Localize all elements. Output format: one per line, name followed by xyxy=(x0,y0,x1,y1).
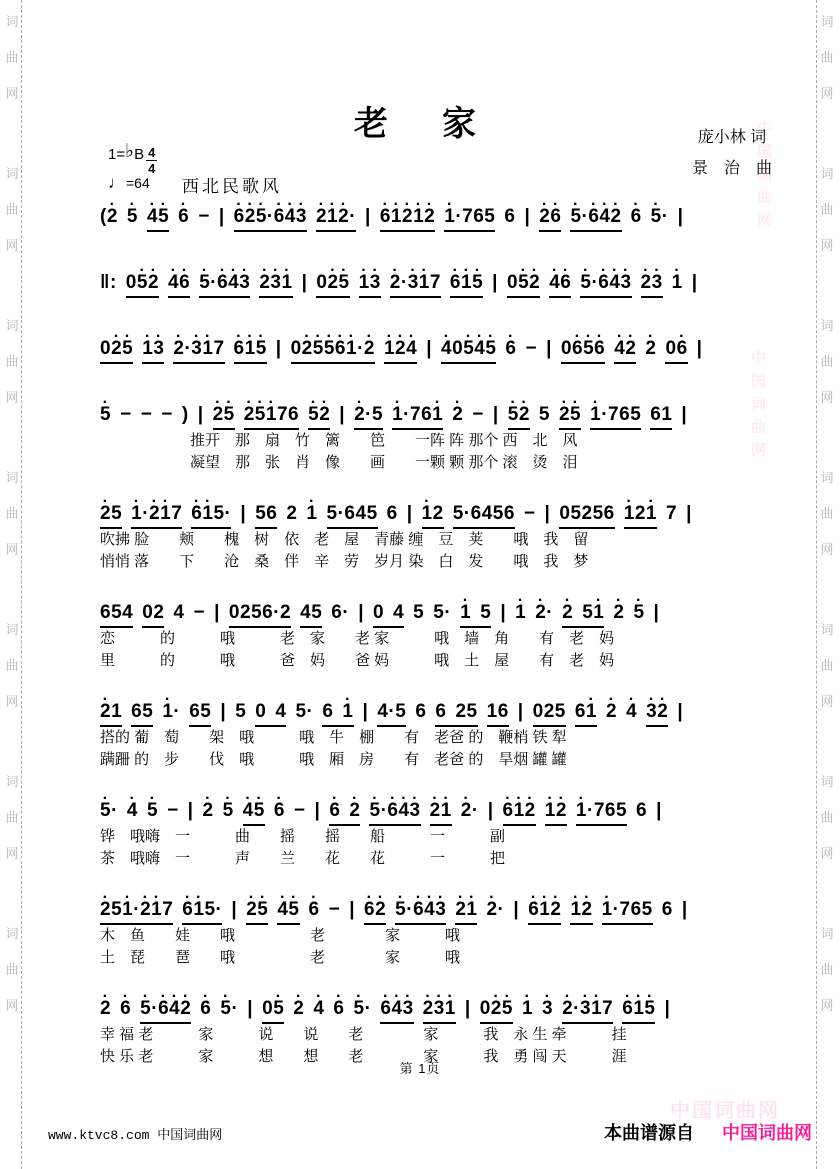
tempo-value: =64 xyxy=(126,175,150,191)
lyric-line: 里 的 哦 爸 妈 爸 妈 哦 土 屋 有 老 妈 xyxy=(100,652,615,669)
system-1 xyxy=(100,196,776,232)
watermark-text: 词 曲 网 xyxy=(5,470,19,557)
style-marking: 西北民歌风 xyxy=(182,177,282,196)
beam-group: 5 ··6 ·4 ·3 · xyxy=(199,271,250,298)
lyric-line: 推开 那 扇 竹 篱 笆 一阵 阵 那个 西 北 风 xyxy=(100,432,578,449)
beam-group: 4 ·5 · xyxy=(243,799,265,826)
source-attribution xyxy=(604,1119,812,1145)
beam-group: 2 ·51 ··2 ·1 ·7 xyxy=(100,898,173,925)
beam-group: 1 · 5 xyxy=(460,601,491,628)
beam-group: 1 ·2 · xyxy=(545,799,567,826)
beam-group: 2 ·3 · xyxy=(641,271,663,298)
beam-group: 5 ··6 ·4 ·3 · xyxy=(369,799,420,826)
beam-group: 4 ·5 · xyxy=(147,205,169,232)
beam-group: 0 4 xyxy=(255,700,286,727)
beam-group: 4 ·5 · xyxy=(277,898,299,925)
beam-group: 6 ·4 ·3 · xyxy=(380,997,413,1024)
beam-group: 4 ·05 ·4 ·5 · xyxy=(441,337,496,364)
watermark-text: 词 曲 网 xyxy=(820,318,834,405)
system-10 xyxy=(100,988,776,1068)
system-6 xyxy=(100,592,776,672)
notation-line: 5 · − − − ) | 2 ·5 · 2 ·5 ·1 ·76 5 ·2 · | 2 ··5 1 ··761 · 2 · − | 5 ·2 · 5 2 ·5 · 1 ··765 61 | xyxy=(100,394,776,430)
beam-group: 1 ·21 · xyxy=(624,502,657,529)
beam-group: 1 ··765 xyxy=(590,403,641,430)
notation-line: 2 ·1 65 1 ·· 65 | 5 0 4 5· 6 1 · | 4·5 6 6 25 16 | 025 61 · 2 · 4 · 3 ·2 · | xyxy=(100,691,776,727)
beam-group: 1 ··765 xyxy=(444,205,495,232)
key-tempo-block xyxy=(108,140,282,196)
right-watermark-column xyxy=(819,4,835,1068)
left-dashed-rule xyxy=(21,0,22,1169)
beam-group: 5 ··6 ·4 ·2 · xyxy=(570,205,621,232)
key-signature xyxy=(108,140,157,176)
watermark-text: 词 曲 网 xyxy=(820,166,834,253)
page-number: 第 1页 xyxy=(399,1061,441,1076)
beam-group: 1 ··765 xyxy=(576,799,627,826)
beam-group: 6 ·1 ·2 ·1 ·2 · xyxy=(380,205,435,232)
beam-group: 5 ··6 ·4 ·3 · xyxy=(395,898,446,925)
credits-block xyxy=(692,122,772,184)
beam-group: 2 ·1 · xyxy=(430,799,452,826)
lyric-line: 吹拂 脸 颊 槐 树 依 老 屋 青藤 缠 豆 荚 哦 我 留 xyxy=(100,531,589,548)
beam-group: 6 ·1 ·5· xyxy=(182,898,222,925)
lyric-line: 木 鱼 娃 哦 老 家 哦 xyxy=(100,927,461,944)
watermark-text: 词 曲 网 xyxy=(820,926,834,1013)
notation-line: (2 · 5 · 4 ·5 · 6 · − | 6 ·2 ·5 ··6 ·4 ·3 · 2 ·1 ·2 ·· | 6 ·1 ·2 ·1 ·2 · 1 ··765 6 | 2 ·6 · 5 ··6 ·4 ·2 · 6 · 5 ·· | xyxy=(100,196,776,232)
beam-group: 2 ·5 · xyxy=(246,898,268,925)
watermark-text: 词 曲 网 xyxy=(820,470,834,557)
beam-group: 6 25 xyxy=(435,700,477,727)
key-letter: B xyxy=(134,146,145,163)
watermark-text: 词 曲 网 xyxy=(5,318,19,405)
beam-group: 6 ·2 ·5 ··6 ·4 ·3 · xyxy=(234,205,307,232)
beam-group: 1 ·2 xyxy=(422,502,444,529)
watermark-text: 词 曲 网 xyxy=(5,166,19,253)
beam-group: 1 ·3 · xyxy=(142,337,164,364)
beam-group: 6 ·1 ·5 · xyxy=(234,337,267,364)
beam-group: 2 ·5 xyxy=(100,502,122,529)
lyricist-credit: 庞小林 词 xyxy=(697,129,767,146)
notation-line: 654 02 4 − | 0256·2 45 6· | 0 4 5 5· 1 · 5 | 1 · 2 ·· 2 · 51 · 2 · 5 · | xyxy=(100,592,776,628)
beam-group: 1 ··761 · xyxy=(392,403,443,430)
system-4 xyxy=(100,394,776,474)
flat-sign-icon: ♭ xyxy=(125,140,135,162)
beam-group: 2 ··3 ·1 ·7 xyxy=(390,271,441,298)
beam-group: 2 ·1 ·2 ·· xyxy=(316,205,356,232)
lyric-line: 铧 哦嗨 一 曲 摇 摇 船 一 副 xyxy=(100,828,506,845)
beam-group: 06 · xyxy=(665,337,687,364)
beam-group: 0 4 xyxy=(373,601,404,628)
lyric-line: 搭的 葡 萄 架 哦 哦 牛 棚 有 老爸 的 鞭梢 铁 犁 xyxy=(100,729,567,746)
beam-group: 6 ·1 ·5 · xyxy=(450,271,483,298)
beam-group: 45 xyxy=(300,601,322,628)
left-watermark-column xyxy=(4,4,20,1068)
beam-group: 61 · xyxy=(575,700,597,727)
beam-group: 2 ·5 · xyxy=(213,403,235,430)
lyric-line: 茶 哦嗨 一 声 兰 花 花 一 把 xyxy=(100,850,506,867)
quarter-note-icon: ♩ xyxy=(108,173,125,192)
beam-group: 2 ··3 ·1 ·7 xyxy=(562,997,613,1024)
beam-group: 6 ·1 ·2 · xyxy=(503,799,536,826)
right-dashed-rule xyxy=(816,0,817,1169)
lyric-line: 幸 福 老 家 说 说 老 家 我 永 生 牵 挂 xyxy=(100,1026,627,1043)
meter-denominator: 4 xyxy=(148,161,156,176)
pink-watermark: 中国词曲网 xyxy=(755,120,772,235)
beam-group: 05256 xyxy=(559,502,614,529)
beam-group: 2 ·5 ·1 ·76 xyxy=(244,403,299,430)
beam-group: 2 ·5 · xyxy=(559,403,581,430)
watermark-text: 词 曲 网 xyxy=(820,622,834,709)
lyric-line: 蹒跚 的 步 伐 哦 哦 厢 房 有 老爸 的 旱烟 罐 罐 xyxy=(100,751,567,768)
notation-line: 5 ·· 4 · 5 · − | 2 · 5 · 4 ·5 · 6 · − | 6 · 2 · 5 ··6 ·4 ·3 · 2 ·1 · 2 ·· | 6 ·1 ·2 · 1 ·2 · 1 ··765 6 | xyxy=(100,790,776,826)
notation-line: 2 ·51 ··2 ·1 ·7 6 ·1 ·5· | 2 ·5 · 4 ·5 · 6 · − | 6 ·2 · 5 ··6 ·4 ·3 · 2 ·1 · 2 ·· | 6 ·1 ·2 · 1 ·2 · 1 ··765 6 | xyxy=(100,889,776,925)
tempo-marking xyxy=(108,172,157,194)
beam-group: 025 xyxy=(533,700,566,727)
pink-watermark: 中国词曲网 xyxy=(749,350,766,465)
score xyxy=(100,196,776,1087)
beam-group: 65 xyxy=(131,700,153,727)
lyric-line: 悄悄 落 下 沧 桑 伴 辛 劳 岁月 染 白 发 哦 我 梦 xyxy=(100,553,589,570)
beam-group: 3 ·2 · xyxy=(646,700,668,727)
beam-group: 6 ·1 ·2 · xyxy=(528,898,561,925)
watermark-text: 词 曲 网 xyxy=(5,926,19,1013)
beam-group: 6 1 · xyxy=(322,700,353,727)
beam-group: 5·645 xyxy=(327,502,378,529)
system-9 xyxy=(100,889,776,969)
source-site-link[interactable]: 中国词曲网 xyxy=(722,1123,812,1143)
beam-group: 05 · xyxy=(262,997,284,1024)
beam-group: 5 ··6 ·4 ·2 · xyxy=(140,997,191,1024)
beam-group: 1 ·3 · xyxy=(359,271,381,298)
notation-line: 02 ·5 · 1 ·3 · 2 ··3 ·1 ·7 6 ·1 ·5 · | 02 ·5 ·5 ·6 ·1 ··2 · 1 ·2 ·4 · | 4 ·05 ·4 ·5 · 6 · − | 06 ·5 ·6 · 4 ·2 · 2 · 06 · | xyxy=(100,328,776,364)
lyric-line: 凝望 那 张 肖 像 画 一颗 颗 那个 滚 烫 泪 xyxy=(100,454,578,471)
lyric-line: 土 琵 琶 哦 老 家 哦 xyxy=(100,949,461,966)
lyric-line: 恋 的 哦 老 家 老 家 哦 墙 角 有 老 妈 xyxy=(100,630,615,647)
beam-group: 02 xyxy=(142,601,164,628)
beam-group: 2 ·1 · xyxy=(455,898,477,925)
beam-group: 0256·2 xyxy=(229,601,291,628)
beam-group: 4·5 xyxy=(377,700,406,727)
beam-group: 6 ·2 · xyxy=(364,898,386,925)
system-2 xyxy=(100,262,776,298)
beam-group: 05 ·2 · xyxy=(126,271,159,298)
beam-group: 2 ·3 ·1 · xyxy=(423,997,456,1024)
beam-group: 5 ·2 · xyxy=(308,403,330,430)
beam-group: 2 ·1 xyxy=(100,700,122,727)
meter-numerator: 4 xyxy=(148,145,156,160)
beam-group: 5 ·2 · xyxy=(508,403,530,430)
system-8 xyxy=(100,790,776,870)
beam-group: 6 ·1 ·5 · xyxy=(622,997,655,1024)
system-3 xyxy=(100,328,776,364)
beam-group: 4 ·6 · xyxy=(549,271,571,298)
beam-group: 61 xyxy=(650,403,672,430)
beam-group: 06 ·5 ·6 · xyxy=(561,337,605,364)
composer-credit: 景 治 曲 xyxy=(691,160,772,177)
notation-line: 2 ·5 1 ··2 ·1 ·7 6 ·1 ·5· | 56 2 1 · 5·645 6 | 1 ·2 5·6456 − | 05256 1 ·21 · 7 | xyxy=(100,493,776,529)
watermark-text: 词 曲 网 xyxy=(820,14,834,101)
beam-group: 2 ·6 · xyxy=(539,205,561,232)
beam-group: 56 xyxy=(255,502,277,529)
beam-group: 2 ··5 xyxy=(354,403,383,430)
beam-group: 16 xyxy=(487,700,509,727)
beam-group: 4 ·6 · xyxy=(168,271,190,298)
beam-group: 654 xyxy=(100,601,133,628)
lyric-line: 快 乐 老 家 想 想 老 家 我 勇 闯 天 涯 xyxy=(100,1048,627,1065)
beam-group: 02 ·5 ·5 ·6 ·1 ··2 · xyxy=(291,337,375,364)
notation-line: 2 · 6 · 5 ··6 ·4 ·2 · 6 · 5 ·· | 05 · 2 · 4 · 6 · 5 ·· 6 ·4 ·3 · 2 ·3 ·1 · | 02 ·5 · 1 · 3 · 2 ··3 ·1 ·7 6 ·1 ·5 · | xyxy=(100,988,776,1024)
beam-group: 02 ·5 · xyxy=(316,271,349,298)
pink-watermark: 中国词曲网 xyxy=(670,1100,780,1122)
source-label: 本曲谱源自 xyxy=(604,1123,694,1143)
beam-group: 5 ··6 ·4 ·3 · xyxy=(580,271,631,298)
system-5 xyxy=(100,493,776,573)
beam-group: 2 ··3 ·1 ·7 xyxy=(173,337,224,364)
system-7 xyxy=(100,691,776,771)
beam-group: 05 ·2 · xyxy=(507,271,540,298)
site-url-left[interactable]: www.ktvc8.com 中国词曲网 xyxy=(48,1128,223,1143)
beam-group: 1 ··765 xyxy=(602,898,653,925)
time-signature xyxy=(146,146,157,175)
watermark-text: 词 曲 网 xyxy=(5,774,19,861)
beam-group: 02 ·5 · xyxy=(480,997,513,1024)
beam-group: 1 ·2 ·4 · xyxy=(384,337,417,364)
beam-group: 02 ·5 · xyxy=(100,337,133,364)
beam-group: 1 ··2 ·1 ·7 xyxy=(131,502,182,529)
beam-group: 65 xyxy=(189,700,211,727)
song-title: 老 家 xyxy=(354,105,486,143)
watermark-text: 词 曲 网 xyxy=(820,774,834,861)
key-prefix: 1= xyxy=(108,146,126,163)
beam-group: 6 · 2 · xyxy=(329,799,360,826)
beam-group: 5·6456 xyxy=(453,502,515,529)
beam-group: 1 ·2 · xyxy=(570,898,592,925)
beam-group: 2 ·3 ·1 · xyxy=(259,271,292,298)
watermark-text: 词 曲 网 xyxy=(5,622,19,709)
beam-group: 6 ·1 ·5· xyxy=(191,502,231,529)
notation-line: ‖: 05 ·2 · 4 ·6 · 5 ··6 ·4 ·3 · 2 ·3 ·1 · | 02 ·5 · 1 ·3 · 2 ··3 ·1 ·7 6 ·1 ·5 · | 05 ·2 · 4 ·6 · 5 ··6 ·4 ·3 · 2 ·3 · 1 · | xyxy=(100,262,776,298)
beam-group: 4 ·2 · xyxy=(614,337,636,364)
beam-group: 2 · 51 · xyxy=(562,601,604,628)
watermark-text: 词 曲 网 xyxy=(5,14,19,101)
